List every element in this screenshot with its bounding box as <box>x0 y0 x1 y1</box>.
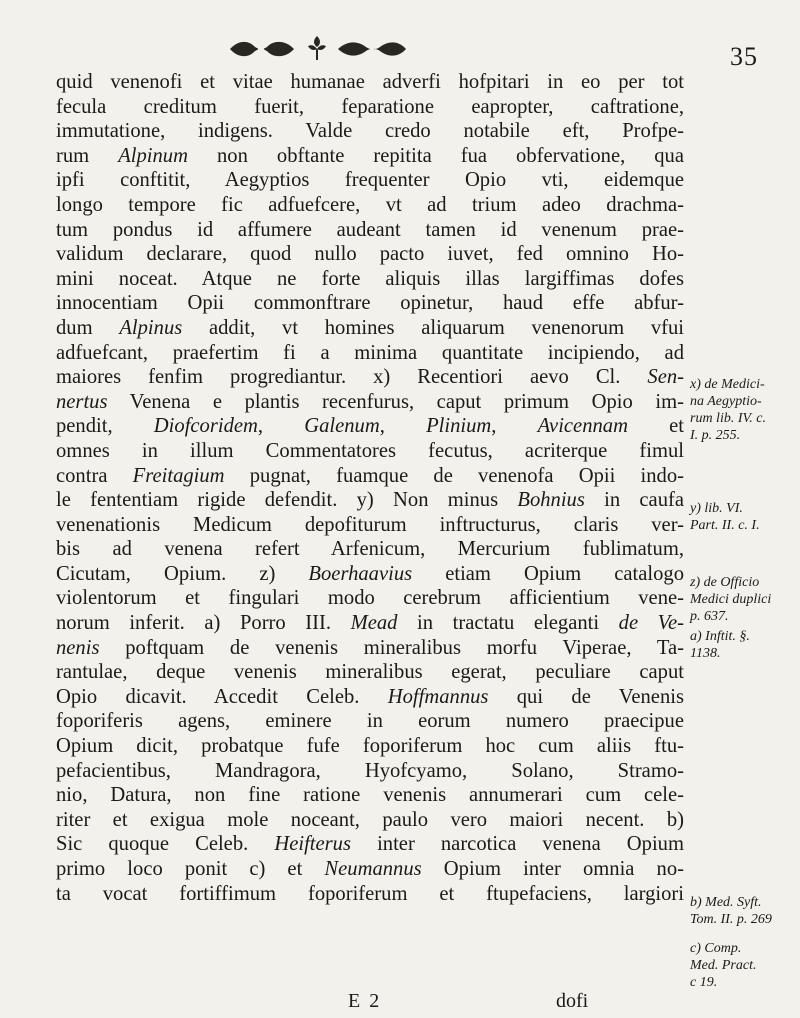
page-header <box>0 30 800 70</box>
text-line: maiores fenfim progrediantur. x) Recentiori aevo Cl. Sen- <box>56 366 684 389</box>
note-line: rum lib. IV. c. <box>690 411 766 426</box>
note-line: Part. II. c. I. <box>690 518 760 533</box>
text-line: bis ad venena refert Arfenicum, Mercurium fublimatum, <box>56 538 684 561</box>
note-line: a) Inftit. §. <box>690 629 750 644</box>
text-line: foporiferis agens, eminere in eorum numero praecipue <box>56 710 684 733</box>
note-line: b) Med. Syft. <box>690 895 762 910</box>
text-line: violentorum et fingulari modo cerebrum afficientium vene- <box>56 587 684 610</box>
page-number: 35 <box>730 42 758 71</box>
text-line: fecula creditum fuerit, feparatione eapropter, caftratione, <box>56 95 684 118</box>
text-line: nertus Venena e plantis recenfurus, caput primum Opio im- <box>56 390 684 413</box>
text-line: omnes in illum Commentatores fecutus, acriterque fimul <box>56 439 684 462</box>
center-fleuron-icon <box>306 34 328 62</box>
note-line: z) de Officio <box>690 575 760 590</box>
margin-note-x <box>690 376 766 444</box>
text-line: innocentiam Opii commonftrare opinetur, haud effe abfur- <box>56 292 684 315</box>
text-line: venenationis Medicum depofiturum inftructurus, claris ver- <box>56 513 684 536</box>
margin-note-y <box>690 500 760 534</box>
text-line: adfuefcant, praefertim fi a minima quantitate incipiendo, ad <box>56 341 684 364</box>
text-line: Cicutam, Opium. z) Boerhaavius etiam Opium catalogo <box>56 562 684 585</box>
text-line: contra Freitagium pugnat, fuamque de venenofa Opii indo- <box>56 464 684 487</box>
note-line: x) de Medici- <box>690 377 765 392</box>
note-line: c 19. <box>690 975 718 990</box>
catchword: dofi <box>556 990 589 1012</box>
left-ornament-icon <box>228 38 296 60</box>
text-line: nio, Datura, non fine ratione venenis annumerari cum cele- <box>56 784 684 807</box>
note-line: c) Comp. <box>690 941 742 956</box>
text-line: longo tempore fic adfuefcere, vt ad trium adeo drachma- <box>56 193 684 216</box>
text-line: dum Alpinus addit, vt homines aliquarum venenorum vfui <box>56 316 684 339</box>
text-line: mini noceat. Atque ne forte aliquis illas largiffimas dofes <box>56 267 684 290</box>
text-line: Opio dicavit. Accedit Celeb. Hoffmannus qui de Venenis <box>56 685 684 708</box>
margin-note-z <box>690 574 771 625</box>
text-line: quid venenofi et vitae humanae adverfi hofpitari in eo per tot <box>56 71 684 93</box>
text-line: pendit, Diofcoridem, Galenum, Plinium, Avicennam et <box>56 415 685 438</box>
text-line: tum pondus id affumere audeant tamen id venenum prae- <box>56 218 684 241</box>
text-line: ipfi conftitit, Aegyptios frequenter Opio vti, eidemque <box>56 169 684 192</box>
text-line: primo loco ponit c) et Neumannus Opium inter omnia no- <box>56 858 684 880</box>
text-line: rum Alpinum non obftante repitita fua obfervatione, qua <box>56 144 684 167</box>
text-line: ta vocat fortiffimum foporiferum et ftupefaciens, largiori <box>56 882 684 905</box>
note-line: na Aegyptio- <box>690 394 762 409</box>
note-line: Medici duplici <box>690 592 772 607</box>
note-line: p. 637. <box>690 609 729 624</box>
margin-note-c <box>690 940 756 991</box>
text-line: le fententiam rigide defendit. y) Non minus Bohnius in caufa <box>56 489 684 512</box>
signature-mark: E 2 <box>348 990 382 1012</box>
note-line: y) lib. VI. <box>690 501 743 516</box>
note-line: Tom. II. p. 269 <box>690 912 772 927</box>
text-line: Opium dicit, probatque fufe foporiferum hoc cum aliis ftu- <box>56 735 684 758</box>
text-line: Sic quoque Celeb. Heifterus inter narcotica venena Opium <box>56 833 684 856</box>
note-line: Med. Pract. <box>690 958 757 973</box>
text-line: validum declarare, quod nullo pacto iuvet, fed omnino Ho- <box>56 243 684 266</box>
margin-note-b <box>690 894 772 928</box>
text-line: pefacientibus, Mandragora, Hyofcyamo, Solano, Stramo- <box>56 759 684 782</box>
text-line: immutatione, indigens. Valde credo notabile eft, Profpe- <box>56 120 684 143</box>
text-line: rantulae, deque venenis mineralibus egerat, peculiare caput <box>56 661 684 684</box>
main-text <box>56 70 684 906</box>
text-line: nenis poftquam de venenis mineralibus morfu Viperae, Ta- <box>56 636 684 659</box>
note-line: I. p. 255. <box>690 428 741 443</box>
right-ornament-icon <box>336 38 408 60</box>
text-line: riter et exigua mole noceant, paulo vero maiori necent. b) <box>56 808 684 831</box>
note-line: 1138. <box>690 646 721 661</box>
text-line: norum inferit. a) Porro III. Mead in tractatu eleganti de Ve- <box>56 612 684 635</box>
margin-note-a <box>690 628 750 662</box>
